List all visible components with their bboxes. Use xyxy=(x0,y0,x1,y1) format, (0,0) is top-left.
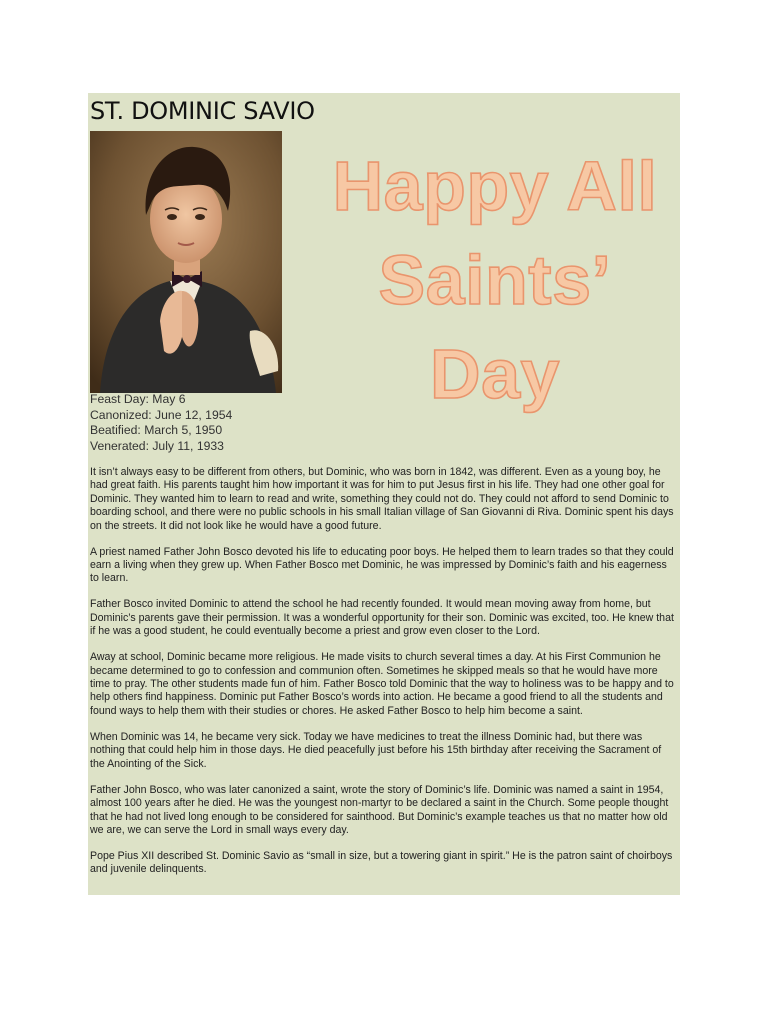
paragraph: Father Bosco invited Dominic to attend the school he had recently founded. It would mean moving away from home, but Dominic’s parents gave their permission. It was a wonderful opportunity for their son. Dominic was excited, too. He knew that if he was a good student, he could eventually become a priest and grow even closer to the Lord. xyxy=(90,598,674,638)
paragraph: Pope Pius XII described St. Dominic Savio as “small in size, but a towering giant in spirit.” He is the patron saint of choirboys and juvenile delinquents. xyxy=(90,849,673,876)
saint-portrait-image xyxy=(90,131,282,393)
headline-line: Saints’ xyxy=(378,241,612,319)
happy-all-saints-day-headline xyxy=(316,139,674,421)
feast-day: Feast Day: May 6 xyxy=(90,392,186,406)
venerated-date: Venerated: July 11, 1933 xyxy=(90,438,224,453)
document-page xyxy=(88,93,680,895)
paragraph: It isn’t always easy to be different from others, but Dominic, who was born in 1842, was different. Even as a young boy, he had great faith. His parents taught him how important it was for him to put Jesus first in his life. They had one other goal for Dominic. They wanted him to learn to read and write, something they could not do. They could not afford to send Dominic to boarding school, and there were no public schools in his small Italian village of San Giovanni di Riva. Dominic spent his days on the streets. It did not look like he would have a good future. xyxy=(90,466,674,532)
paragraph: Father John Bosco, who was later canonized a saint, wrote the story of Dominic’s life. Dominic was named a saint in 1954, almost 100 years after he died. He was the youngest non-martyr to be declared a saint in the Church. Some people thought that he had not lived long enough to be considered for sainthood. But Dominic’s example teaches us that no matter how old we are, we can serve the Lord in small ways every day. xyxy=(90,783,669,836)
paragraph: When Dominic was 14, he became very sick. Today we have medicines to treat the illness Dominic had, but there was nothing that could help him in those days. He died peacefully just before his 15th birthday after receiving the Sacrament of the Anointing of the Sick. xyxy=(90,730,662,770)
headline-line: Day xyxy=(430,335,560,413)
headline-line: Happy All xyxy=(332,147,658,225)
canonized-date: Canonized: June 12, 1954 xyxy=(90,407,233,422)
beatified-date: Beatified: March 5, 1950 xyxy=(90,423,223,437)
biography-text xyxy=(90,466,678,889)
paragraph: Away at school, Dominic became more religious. He made visits to church several times a day. At his First Communion he became determined to go to confession and communion often. Sometimes he skipped meals so that he would have more time to pray. The other students made fun of him. Father Bosco told Dominic that the way to holiness was to be happy and to help others find happiness. Dominic put Father Bosco’s words into action. He became a good friend to all the students and found ways to help them with their studies or chores. He asked Father Bosco to help him become a saint. xyxy=(90,651,674,717)
paragraph: A priest named Father John Bosco devoted his life to educating poor boys. He helped them to learn trades so that they could earn a living when they grew up. When Father Bosco met Dominic, he was impressed by Dominic’s faith and his eagerness to learn. xyxy=(90,545,674,585)
saint-facts xyxy=(90,392,232,454)
page-title: ST. DOMINIC SAVIO xyxy=(90,97,315,125)
